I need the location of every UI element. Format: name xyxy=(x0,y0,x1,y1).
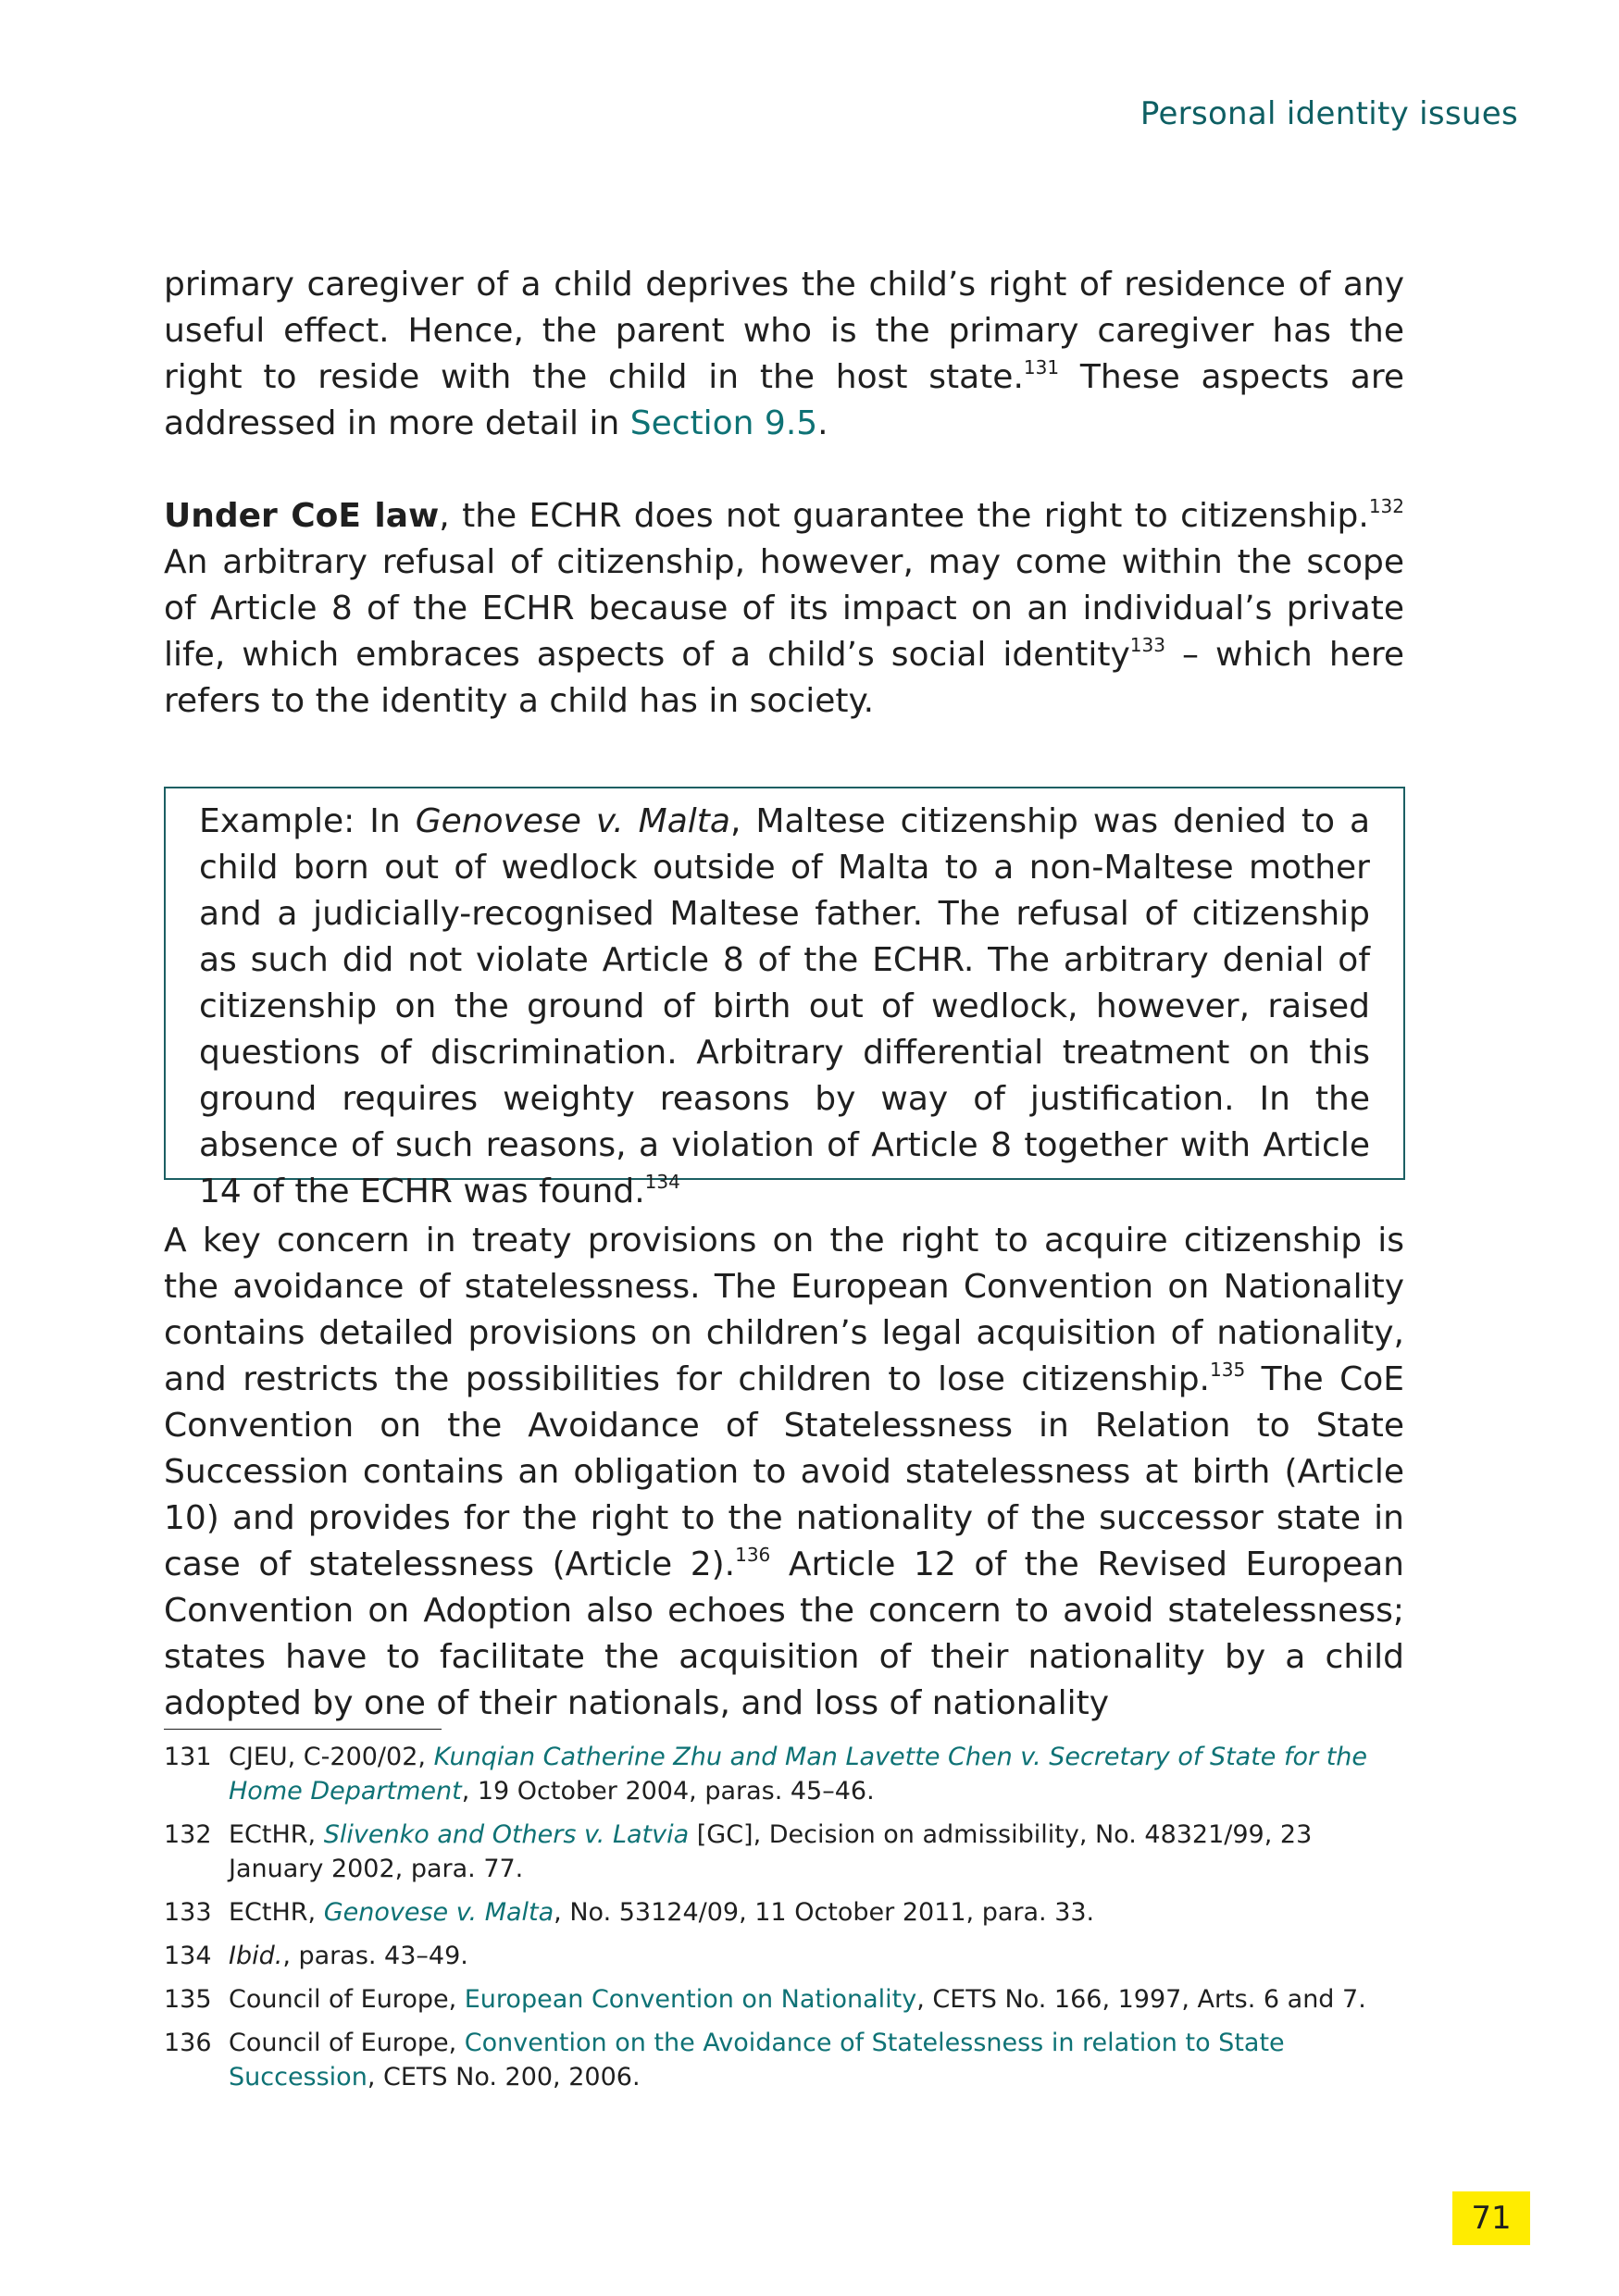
case-link[interactable]: Kunqian Catherine Zhu and Man Lavette Chen v. Secretary of State for the Home Department xyxy=(229,1743,1368,1806)
footnote-133 xyxy=(164,1895,1404,1930)
footnote-detail: , CETS No. 166, 1997, Arts. 6 and 7. xyxy=(916,1985,1366,2014)
footnote-text xyxy=(229,1939,1404,1973)
footnote-detail: , CETS No. 200, 2006. xyxy=(367,2063,641,2091)
paragraph-text: An arbitrary refusal of citizenship, however, may come within the scope of Article 8 of the ECHR because of its impact on an individual’s private life, which embraces aspects of a child’s social identity xyxy=(164,543,1404,674)
footnote-source: ECtHR, xyxy=(229,1898,324,1927)
footnote-number: 133 xyxy=(164,1898,212,1927)
footnote-detail: [GC], Decision on admissibility, No. 48321/99, 23 January 2002, para. 77. xyxy=(229,1820,1313,1883)
example-body: , Maltese citizenship was denied to a child born out of wedlock outside of Malta to a non-Maltese mother and a judicially-recognised Maltese father. The refusal of citizenship as such did not violate Article 8 of the ECHR. The arbitrary denial of citizenship on the ground of birth out of wedlock, however, raised questions of discrimination. Arbitrary differential treatment on this ground requires weighty reasons by way of justification. In the absence of such reasons, a violation of Article 8 together with Article 14 of the ECHR was found. xyxy=(199,802,1370,1210)
footnote-text xyxy=(229,1740,1404,1808)
page-number-badge: 71 xyxy=(1452,2191,1530,2245)
body-paragraph-1 xyxy=(164,262,1404,447)
footnote-134 xyxy=(164,1939,1404,1973)
footnote-136 xyxy=(164,2026,1404,2094)
footnote-number: 135 xyxy=(164,1985,212,2014)
paragraph-text: , the ECHR does not guarantee the right to citizenship. xyxy=(439,497,1369,535)
footnotes xyxy=(164,1740,1404,2104)
example-text xyxy=(199,799,1370,1215)
ibid: Ibid. xyxy=(229,1942,283,1970)
paragraph-text: – which here refers to the identity a child has in society. xyxy=(164,636,1405,720)
footnote-source: CJEU, C-200/02, xyxy=(229,1743,434,1771)
footnote-text xyxy=(229,1895,1404,1930)
footnote-ref-136[interactable]: 136 xyxy=(735,1544,771,1566)
footnote-135 xyxy=(164,1982,1404,2017)
footnote-ref-133[interactable]: 133 xyxy=(1129,634,1165,656)
example-prefix: Example: In xyxy=(199,802,416,840)
case-link[interactable]: Slivenko and Others v. Latvia xyxy=(323,1820,690,1849)
convention-link[interactable]: European Convention on Nationality xyxy=(464,1985,917,2014)
footnote-number: 134 xyxy=(164,1942,212,1970)
footnote-131 xyxy=(164,1740,1404,1808)
footnote-ref-134[interactable]: 134 xyxy=(644,1171,680,1193)
case-link[interactable]: Genovese v. Malta xyxy=(323,1898,554,1927)
paragraph-text: The CoE Convention on the Avoidance of Statelessness in Relation to State Succession contains an obligation to avoid statelessness at birth (Article 10) and provides for the right to the nationality of the successor state in case of statelessness (Article 2). xyxy=(164,1360,1405,1583)
footnote-detail: , paras. 43–49. xyxy=(282,1942,468,1970)
footnote-source: Council of Europe, xyxy=(229,2029,465,2057)
section-9-5-link[interactable]: Section 9.5 xyxy=(629,404,818,442)
paragraph-text: These aspects are addressed in more detail in xyxy=(164,358,1404,442)
footnote-source: ECtHR, xyxy=(229,1820,324,1849)
footnote-number: 131 xyxy=(164,1743,212,1771)
body-paragraph-2 xyxy=(164,493,1404,725)
running-header-title: Personal identity issues xyxy=(1140,95,1518,132)
footnote-source: Council of Europe, xyxy=(229,1985,465,2014)
footnote-detail: , 19 October 2004, paras. 45–46. xyxy=(461,1777,875,1806)
footnote-text xyxy=(229,1818,1404,1886)
coe-law-lead: Under CoE law xyxy=(164,497,440,535)
footnote-text xyxy=(229,1982,1404,2017)
convention-link[interactable]: Convention on the Avoidance of Statelessness in relation to State Succession xyxy=(229,2029,1285,2091)
footnote-divider xyxy=(164,1729,442,1730)
footnote-ref-132[interactable]: 132 xyxy=(1368,495,1404,517)
paragraph-text: Article 12 of the Revised European Convention on Adoption also echoes the concern to avoid statelessness; states have to facilitate the acquisition of their nationality by a child adopted by one of their nationals, and loss of nationality xyxy=(164,1545,1404,1722)
footnote-detail: , No. 53124/09, 11 October 2011, para. 33. xyxy=(554,1898,1095,1927)
footnote-number: 136 xyxy=(164,2029,212,2057)
case-name: Genovese v. Malta xyxy=(415,802,730,840)
footnote-ref-131[interactable]: 131 xyxy=(1023,356,1060,379)
footnote-number: 132 xyxy=(164,1820,212,1849)
example-box xyxy=(164,787,1405,1210)
footnote-ref-135[interactable]: 135 xyxy=(1210,1359,1246,1381)
footnote-text xyxy=(229,2026,1404,2094)
paragraph-text: primary caregiver of a child deprives the child’s right of residence of any useful effect. Hence, the parent who is the primary caregiver has the right to reside with the child in the host state. xyxy=(164,266,1404,396)
body-paragraph-3 xyxy=(164,1218,1404,1727)
paragraph-text: A key concern in treaty provisions on the right to acquire citizenship is the avoidance of statelessness. The European Convention on Nationality contains detailed provisions on children’s legal acquisition of nationality, and restricts the possibilities for children to lose citizenship. xyxy=(164,1222,1404,1398)
paragraph-text: . xyxy=(817,404,828,442)
footnote-132 xyxy=(164,1818,1404,1886)
